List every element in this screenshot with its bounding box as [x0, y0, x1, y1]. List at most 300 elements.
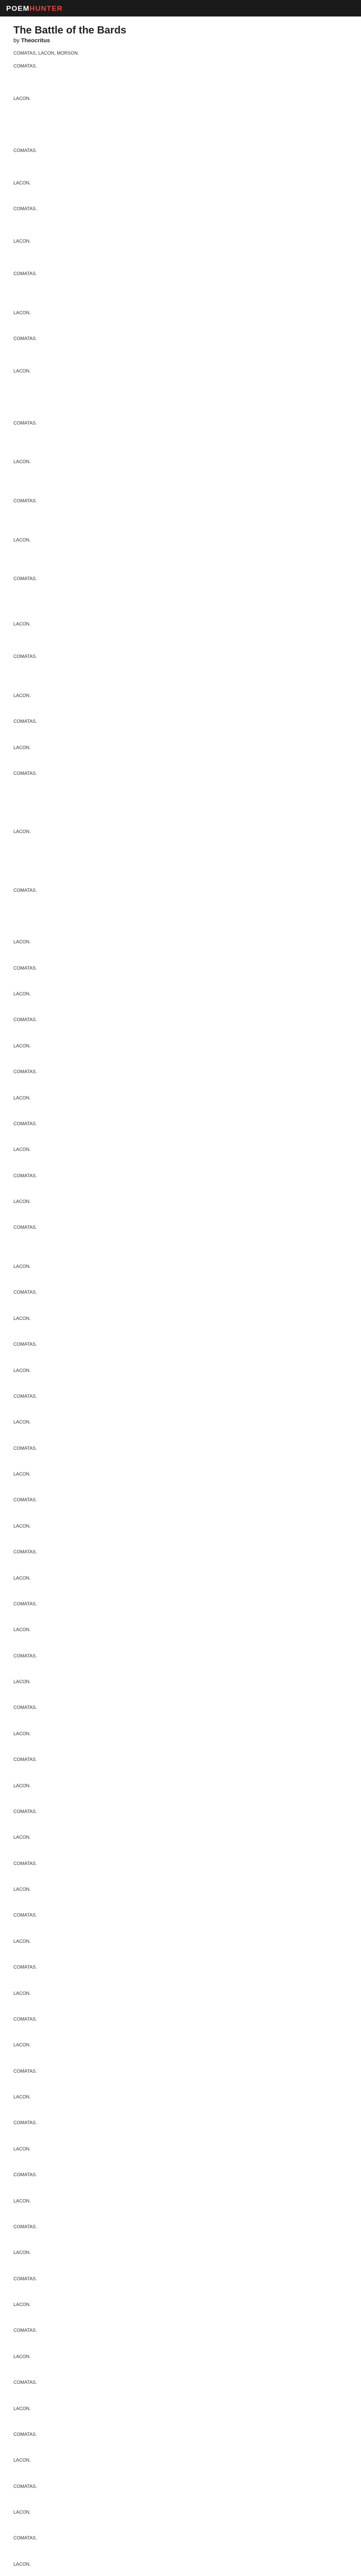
verse-line	[13, 375, 348, 381]
byline-prefix: by	[13, 38, 20, 44]
speaker-name: LACON.	[13, 2042, 31, 2048]
verse-line	[13, 225, 348, 232]
stanza	[13, 2535, 348, 2554]
verse-line	[13, 2308, 348, 2315]
verse-line	[13, 2516, 348, 2522]
stanza	[13, 1523, 348, 1543]
verse-line	[13, 563, 348, 569]
stanza	[13, 1912, 348, 1931]
stanza	[13, 2301, 348, 2321]
speaker-name: LACON.	[13, 1264, 31, 1269]
stanza	[13, 1043, 348, 1062]
verse-line	[13, 2541, 348, 2548]
verse-line	[13, 1250, 348, 1257]
verse-line	[13, 323, 348, 329]
speaker-name: LACON.	[13, 1523, 31, 1529]
verse-line	[13, 1108, 348, 1114]
verse-line	[13, 1718, 348, 1724]
verse-line	[13, 1763, 348, 1770]
verse-line	[13, 1996, 348, 2003]
verse-line	[13, 1081, 348, 1088]
logo-suffix: HUNTER	[29, 4, 63, 12]
cast-list	[13, 50, 348, 57]
speaker-name: COMATAS.	[13, 1069, 37, 1075]
stanza	[13, 828, 348, 880]
verse-line	[13, 283, 348, 290]
site-logo[interactable]	[6, 4, 63, 12]
speaker-name: COMATAS.	[13, 1860, 37, 1866]
speaker-name: LACON.	[13, 1095, 31, 1100]
speaker-name: COMATAS.	[13, 1653, 37, 1658]
stanza	[13, 965, 348, 985]
speaker-name: LACON.	[13, 2510, 31, 2515]
verse-line	[13, 2230, 348, 2237]
speaker-name: LACON.	[13, 2094, 31, 2100]
stanza	[13, 2509, 348, 2529]
verse-line	[13, 439, 348, 446]
verse-line	[13, 816, 348, 822]
stanza	[13, 147, 348, 173]
verse-line	[13, 2418, 348, 2425]
verse-line	[13, 1536, 348, 1543]
verse-line	[13, 893, 348, 900]
verse-line	[13, 1588, 348, 1595]
verse-line	[13, 725, 348, 732]
verse-line	[13, 511, 348, 517]
stanza	[13, 1679, 348, 1698]
speaker-name: LACON.	[13, 1043, 31, 1048]
stanza	[13, 744, 348, 764]
verse-line	[13, 1484, 348, 1490]
speaker-name: COMATAS.	[13, 1121, 37, 1126]
speaker-name: LACON.	[13, 1419, 31, 1425]
speaker-name: COMATAS.	[13, 420, 37, 426]
stanza	[13, 575, 348, 615]
verse-line	[13, 1400, 348, 1406]
verse-line	[13, 122, 348, 128]
verse-line	[13, 2574, 348, 2576]
verse-line	[13, 1153, 348, 1160]
verse-line	[13, 1296, 348, 1302]
verse-line	[13, 1101, 348, 1108]
verse-line	[13, 790, 348, 796]
verse-line	[13, 1451, 348, 1458]
stanza	[13, 2327, 348, 2347]
verse-line	[13, 258, 348, 264]
speaker-name: COMATAS.	[13, 2535, 37, 2541]
verse-line	[13, 2548, 348, 2555]
stanza	[13, 1834, 348, 1854]
stanza	[13, 1095, 348, 1114]
verse-line	[13, 699, 348, 705]
verse-line	[13, 1581, 348, 1588]
stanza	[13, 270, 348, 303]
verse-line	[13, 2444, 348, 2451]
speaker-name: LACON.	[13, 1575, 31, 1581]
verse-line	[13, 2464, 348, 2470]
verse-line	[13, 2152, 348, 2159]
verse-line	[13, 134, 348, 141]
speaker-name: COMATAS.	[13, 2172, 37, 2178]
stanza	[13, 2172, 348, 2191]
speaker-name: LACON.	[13, 2198, 31, 2204]
stanza	[13, 2561, 348, 2576]
speaker-name: LACON.	[13, 2250, 31, 2256]
verse-line	[13, 1205, 348, 1212]
verse-line	[13, 1426, 348, 1432]
verse-line	[13, 628, 348, 634]
stanza	[13, 2094, 348, 2113]
verse-line	[13, 394, 348, 400]
speaker-name: COMATAS.	[13, 271, 37, 277]
stanza	[13, 1601, 348, 1620]
speaker-name: COMATAS.	[13, 1964, 37, 1970]
stanza	[13, 1783, 348, 1802]
verse-line	[13, 1030, 348, 1037]
stanza	[13, 1198, 348, 1218]
verse-line	[13, 1795, 348, 1802]
verse-line	[13, 2360, 348, 2366]
verse-line	[13, 485, 348, 492]
verse-line	[13, 1179, 348, 1185]
verse-line	[13, 1841, 348, 1848]
verse-line	[13, 705, 348, 712]
verse-line	[13, 115, 348, 122]
speaker-name: LACON.	[13, 1147, 31, 1153]
verse-line	[13, 2211, 348, 2217]
speaker-name: COMATAS.	[13, 2276, 37, 2281]
verse-line	[13, 1004, 348, 1010]
verse-line	[13, 517, 348, 524]
verse-line	[13, 1607, 348, 1614]
stanza	[13, 1886, 348, 1906]
speaker-name: LACON.	[13, 1887, 31, 1892]
stanza	[13, 2457, 348, 2477]
verse-line	[13, 2126, 348, 2133]
speaker-name: LACON.	[13, 1315, 31, 1321]
stanza	[13, 2431, 348, 2451]
verse-line	[13, 433, 348, 439]
verse-line	[13, 1049, 348, 1056]
speaker-name: LACON.	[13, 744, 31, 750]
speaker-name: COMATAS.	[13, 576, 37, 582]
speaker-name: LACON.	[13, 2353, 31, 2359]
verse-line	[13, 1711, 348, 1718]
verse-line	[13, 595, 348, 602]
stanza	[13, 537, 348, 569]
verse-line	[13, 835, 348, 842]
stanza	[13, 1393, 348, 1413]
stanza	[13, 692, 348, 712]
stanza	[13, 2016, 348, 2036]
speaker-name: COMATAS.	[13, 887, 37, 893]
verse-line	[13, 102, 348, 109]
stanza	[13, 420, 348, 452]
cast-line: COMATAS, LACON, MORSON.	[13, 50, 79, 56]
verse-line	[13, 796, 348, 803]
verse-line	[13, 874, 348, 880]
verse-line	[13, 1659, 348, 1666]
stanza	[13, 180, 348, 199]
verse-line	[13, 673, 348, 680]
verse-line	[13, 2489, 348, 2496]
speaker-name: COMATAS.	[13, 1225, 37, 1230]
speaker-name: LACON.	[13, 2302, 31, 2308]
verse-line	[13, 757, 348, 764]
stanza	[13, 335, 348, 361]
verse-line	[13, 841, 348, 848]
stanza	[13, 1860, 348, 1880]
verse-line	[13, 1238, 348, 1244]
verse-line	[13, 407, 348, 414]
speaker-name: COMATAS.	[13, 1912, 37, 1918]
verse-line	[13, 2386, 348, 2393]
verse-line	[13, 803, 348, 809]
verse-line	[13, 465, 348, 472]
verse-line	[13, 2412, 348, 2418]
speaker-name: LACON.	[13, 692, 31, 698]
verse-line	[13, 1919, 348, 1925]
verse-line	[13, 2003, 348, 2010]
verse-line	[13, 1555, 348, 1562]
stanza	[13, 1808, 348, 1828]
verse-line	[13, 2470, 348, 2477]
stanza	[13, 95, 348, 141]
verse-line	[13, 2100, 348, 2107]
verse-line	[13, 1691, 348, 1698]
stanza	[13, 1016, 348, 1036]
speaker-name: COMATAS.	[13, 1705, 37, 1710]
verse-line	[13, 2159, 348, 2165]
verse-line	[13, 1211, 348, 1218]
verse-line	[13, 2438, 348, 2445]
verse-line	[13, 1925, 348, 1932]
speaker-name: LACON.	[13, 180, 31, 185]
verse-line	[13, 1899, 348, 1906]
verse-line	[13, 1354, 348, 1361]
verse-line	[13, 2048, 348, 2055]
verse-line	[13, 997, 348, 1004]
stanza	[13, 887, 348, 933]
verse-line	[13, 1302, 348, 1309]
stanza	[13, 2405, 348, 2425]
poem-author[interactable]: Theocritus	[21, 38, 50, 44]
verse-line	[13, 666, 348, 673]
verse-line	[13, 1614, 348, 1620]
speaker-name: LACON.	[13, 1471, 31, 1477]
stanza	[13, 1497, 348, 1516]
stanza	[13, 2276, 348, 2295]
speaker-name: COMATAS.	[13, 498, 37, 503]
verse-line	[13, 2184, 348, 2191]
verse-line	[13, 1867, 348, 1873]
speaker-name: LACON.	[13, 1199, 31, 1205]
verse-line	[13, 1185, 348, 1192]
speaker-name: LACON.	[13, 459, 31, 465]
speaker-name: LACON.	[13, 2561, 31, 2567]
verse-line	[13, 523, 348, 530]
verse-line	[13, 2236, 348, 2243]
verse-line	[13, 2256, 348, 2263]
speaker-name: COMATAS.	[13, 1497, 37, 1503]
poem-title: The Battle of the Bards	[13, 25, 126, 36]
verse-line	[13, 2282, 348, 2289]
verse-line	[13, 1944, 348, 1951]
verse-line	[13, 1977, 348, 1984]
speaker-name: LACON.	[13, 1835, 31, 1840]
stanza	[13, 1549, 348, 1568]
verse-line	[13, 2262, 348, 2269]
verse-line	[13, 783, 348, 790]
verse-line	[13, 1478, 348, 1484]
stanza	[13, 1575, 348, 1595]
speaker-name: COMATAS.	[13, 336, 37, 342]
verse-line	[13, 2496, 348, 2503]
verse-line	[13, 2204, 348, 2211]
stanza	[13, 368, 348, 413]
stanza	[13, 2146, 348, 2165]
speaker-name: COMATAS.	[13, 1290, 37, 1295]
stanza	[13, 1964, 348, 1984]
verse-line	[13, 193, 348, 199]
verse-line	[13, 2029, 348, 2036]
speaker-name: COMATAS.	[13, 2380, 37, 2385]
verse-line	[13, 978, 348, 985]
verse-line	[13, 1847, 348, 1854]
speaker-name: LACON.	[13, 2146, 31, 2151]
verse-line	[13, 167, 348, 174]
speaker-name: COMATAS.	[13, 654, 37, 659]
verse-line	[13, 861, 348, 868]
verse-line	[13, 355, 348, 362]
speaker-name: LACON.	[13, 2405, 31, 2411]
speaker-name: LACON.	[13, 1367, 31, 1373]
speaker-name: COMATAS.	[13, 2068, 37, 2074]
speaker-name: COMATAS.	[13, 1757, 37, 1762]
verse-line	[13, 504, 348, 511]
speaker-name: COMATAS.	[13, 1601, 37, 1606]
verse-line	[13, 588, 348, 595]
stanza	[13, 991, 348, 1010]
speaker-name: COMATAS.	[13, 2431, 37, 2437]
speaker-name: COMATAS.	[13, 1017, 37, 1023]
verse-line	[13, 2055, 348, 2061]
speaker-name: COMATAS.	[13, 1393, 37, 1399]
speaker-name: LACON.	[13, 537, 31, 543]
speaker-name: LACON.	[13, 1627, 31, 1633]
speaker-name: LACON.	[13, 368, 31, 374]
verse-line	[13, 1160, 348, 1166]
verse-line	[13, 1321, 348, 1328]
verse-line	[13, 634, 348, 640]
stanza	[13, 653, 348, 686]
stanza	[13, 1341, 348, 1361]
verse-line	[13, 2522, 348, 2529]
verse-line	[13, 945, 348, 952]
verse-line	[13, 913, 348, 920]
stanza	[13, 1419, 348, 1438]
verse-line	[13, 154, 348, 161]
speaker-name: LACON.	[13, 96, 31, 101]
stanza	[13, 718, 348, 738]
verse-line	[13, 1244, 348, 1250]
verse-line	[13, 640, 348, 647]
speaker-name: LACON.	[13, 1731, 31, 1736]
verse-line	[13, 1374, 348, 1380]
stanza	[13, 2042, 348, 2061]
verse-line	[13, 731, 348, 738]
verse-line	[13, 1348, 348, 1354]
verse-line	[13, 1380, 348, 1387]
stanza	[13, 2353, 348, 2373]
stanza	[13, 1069, 348, 1088]
verse-line	[13, 316, 348, 323]
stanza	[13, 1121, 348, 1140]
speaker-name: COMATAS.	[13, 2016, 37, 2022]
stanza	[13, 1224, 348, 1257]
verse-line	[13, 751, 348, 757]
verse-line	[13, 251, 348, 258]
stanza	[13, 1146, 348, 1166]
verse-line	[13, 660, 348, 667]
stanza	[13, 1938, 348, 1958]
verse-line	[13, 348, 348, 355]
verse-line	[13, 2567, 348, 2574]
verse-line	[13, 1633, 348, 1640]
verse-line	[13, 971, 348, 978]
speaker-name: LACON.	[13, 1783, 31, 1788]
stanza	[13, 1731, 348, 1750]
site-header	[0, 0, 361, 16]
verse-line	[13, 2289, 348, 2295]
verse-line	[13, 926, 348, 933]
speaker-name: LACON.	[13, 239, 31, 244]
verse-line	[13, 1075, 348, 1082]
verse-line	[13, 1815, 348, 1822]
verse-line	[13, 1821, 348, 1828]
stanza	[13, 770, 348, 822]
verse-line	[13, 952, 348, 959]
verse-line	[13, 2366, 348, 2373]
verse-line	[13, 1503, 348, 1510]
stanza	[13, 498, 348, 530]
speaker-name: LACON.	[13, 829, 31, 835]
stanza	[13, 1704, 348, 1724]
verse-line	[13, 550, 348, 556]
verse-line	[13, 608, 348, 615]
verse-line	[13, 1127, 348, 1134]
stanza	[13, 2198, 348, 2217]
verse-line	[13, 446, 348, 452]
speaker-name: COMATAS.	[13, 1549, 37, 1555]
stanza	[13, 1653, 348, 1672]
speaker-name: COMATAS.	[13, 63, 37, 69]
speaker-name: LACON.	[13, 1679, 31, 1685]
stanza	[13, 310, 348, 329]
stanza	[13, 1315, 348, 1335]
verse-line	[13, 387, 348, 394]
verse-line	[13, 809, 348, 816]
stanza	[13, 459, 348, 491]
verse-line	[13, 1971, 348, 1977]
stanza	[13, 2120, 348, 2139]
stanza	[13, 1445, 348, 1465]
poem-container	[0, 16, 361, 2576]
verse-line	[13, 1231, 348, 1238]
speaker-name: COMATAS.	[13, 1342, 37, 1347]
stanza	[13, 206, 348, 231]
speaker-name: COMATAS.	[13, 1173, 37, 1178]
